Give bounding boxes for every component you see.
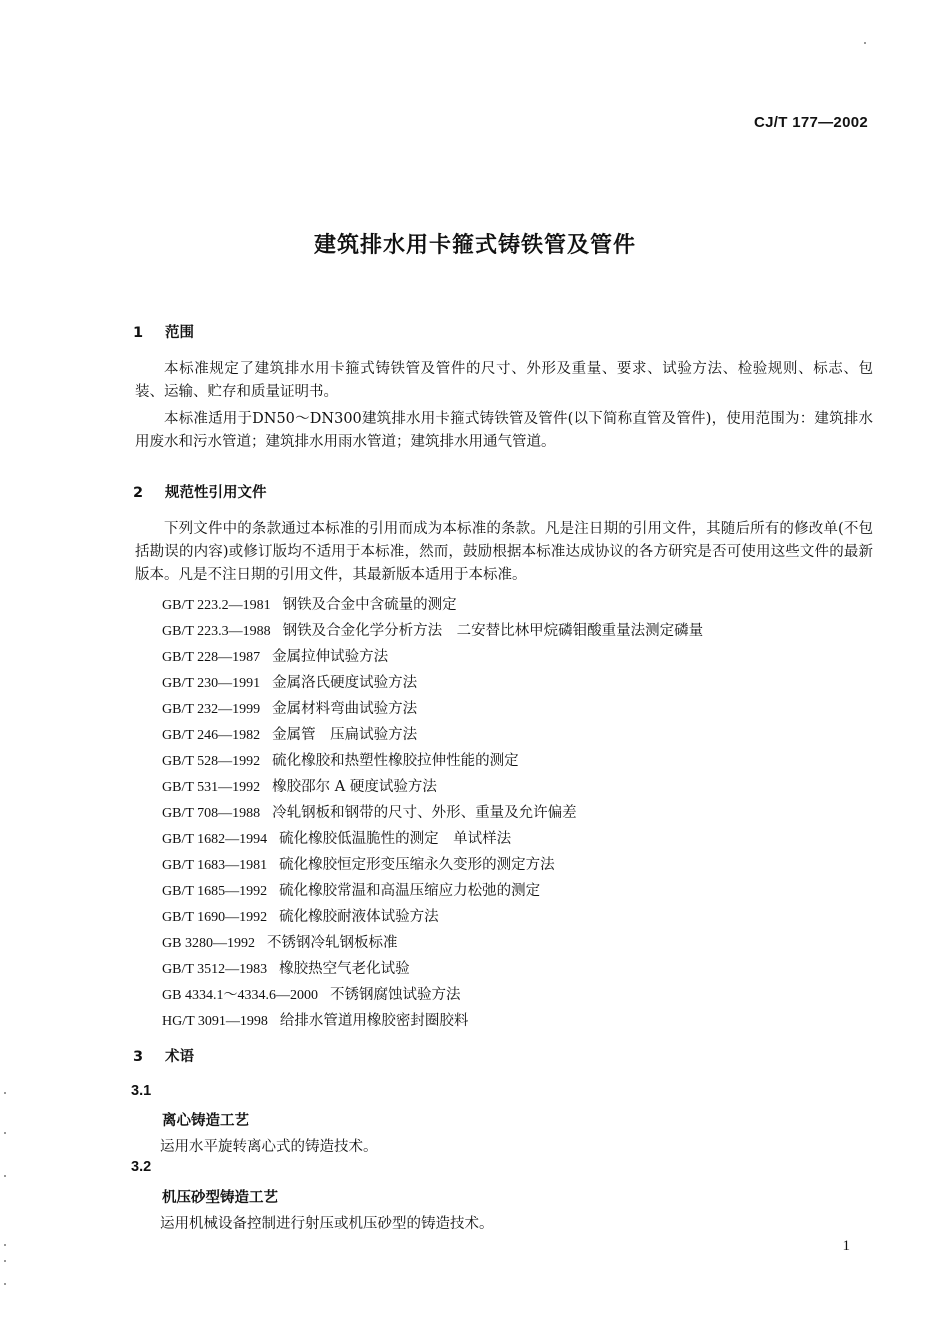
reference-item bbox=[162, 774, 703, 800]
reference-title: 金属洛氏硬度试验方法 bbox=[272, 675, 418, 691]
reference-code: GB/T 1685—1992 bbox=[162, 884, 268, 899]
reference-item bbox=[162, 982, 703, 1008]
section-number: 2 bbox=[133, 485, 144, 501]
reference-title: 金属管 压扁试验方法 bbox=[272, 727, 418, 743]
reference-item bbox=[162, 670, 703, 696]
reference-item bbox=[162, 722, 703, 748]
term-number: 3.2 bbox=[131, 1159, 152, 1175]
reference-item bbox=[162, 852, 703, 878]
reference-item bbox=[162, 930, 703, 956]
reference-code: GB/T 528—1992 bbox=[162, 754, 261, 769]
section-number: 1 bbox=[133, 325, 144, 341]
section-3-heading bbox=[133, 1045, 194, 1066]
section-title: 范围 bbox=[165, 325, 194, 341]
section-title: 规范性引用文件 bbox=[165, 485, 267, 501]
reference-item bbox=[162, 878, 703, 904]
document-title: 建筑排水用卡箍式铸铁管及管件 bbox=[313, 233, 636, 258]
reference-item bbox=[162, 826, 703, 852]
reference-title: 不锈钢腐蚀试验方法 bbox=[329, 987, 461, 1003]
reference-list bbox=[162, 592, 703, 1034]
term-number: 3.1 bbox=[131, 1083, 152, 1099]
section-number: 3 bbox=[133, 1049, 144, 1065]
scan-dot bbox=[4, 1132, 6, 1134]
reference-title: 硫化橡胶低温脆性的测定 单试样法 bbox=[279, 831, 512, 847]
scan-dot bbox=[4, 1260, 6, 1262]
scope-paragraph-1: 本标准规定了建筑排水用卡箍式铸铁管及管件的尺寸、外形及重量、要求、试验方法、检验规则、标志、包装、运输、贮存和质量证明书。 bbox=[135, 361, 873, 400]
reference-title: 橡胶邵尔 A 硬度试验方法 bbox=[272, 779, 437, 795]
scan-dot bbox=[4, 1175, 6, 1177]
reference-title: 钢铁及合金化学分析方法 二安替比林甲烷磷钼酸重量法测定磷量 bbox=[282, 623, 704, 639]
term-name: 离心铸造工艺 bbox=[162, 1113, 249, 1129]
reference-code: GB/T 223.3—1988 bbox=[162, 624, 271, 639]
reference-code: GB 4334.1～4334.6—2000 bbox=[162, 988, 318, 1003]
standard-code: CJ/T 177—2002 bbox=[754, 114, 868, 131]
reference-title: 钢铁及合金中含硫量的测定 bbox=[282, 597, 457, 613]
reference-code: GB/T 230—1991 bbox=[162, 676, 261, 691]
term-definition: 运用水平旋转离心式的铸造技术。 bbox=[160, 1139, 378, 1155]
page-number: 1 bbox=[842, 1238, 850, 1254]
scan-dot bbox=[4, 1283, 6, 1285]
reference-code: GB/T 223.2—1981 bbox=[162, 598, 271, 613]
reference-item bbox=[162, 748, 703, 774]
term-definition: 运用机械设备控制进行射压或机压砂型的铸造技术。 bbox=[160, 1216, 494, 1232]
reference-code: GB/T 1683—1981 bbox=[162, 858, 268, 873]
reference-code: GB/T 246—1982 bbox=[162, 728, 261, 743]
reference-title: 冷轧钢板和钢带的尺寸、外形、重量及允许偏差 bbox=[272, 805, 577, 821]
scan-dot bbox=[4, 1244, 6, 1246]
reference-item bbox=[162, 618, 703, 644]
scope-paragraph-2: 本标准适用于DN50～DN300建筑排水用卡箍式铸铁管及管件(以下简称直管及管件)，使用范围为：建筑排水用废水和污水管道；建筑排水用雨水管道；建筑排水用通气管道。 bbox=[135, 411, 873, 450]
term-name: 机压砂型铸造工艺 bbox=[162, 1190, 278, 1206]
reference-title: 硫化橡胶恒定形变压缩永久变形的测定方法 bbox=[279, 857, 555, 873]
reference-code: GB/T 228—1987 bbox=[162, 650, 261, 665]
section-2-heading bbox=[133, 481, 267, 502]
reference-code: GB/T 708—1988 bbox=[162, 806, 261, 821]
references-intro: 下列文件中的条款通过本标准的引用而成为本标准的条款。凡是注日期的引用文件，其随后所有的修改单(不包括勘误的内容)或修订版均不适用于本标准，然而，鼓励根据本标准达成协议的各方研究是否可使用这些文件的最新版本。凡是不注日期的引用文件，其最新版本适用于本标准。 bbox=[135, 521, 873, 583]
reference-code: GB 3280—1992 bbox=[162, 936, 255, 951]
reference-code: GB/T 531—1992 bbox=[162, 780, 261, 795]
reference-title: 硫化橡胶和热塑性橡胶拉伸性能的测定 bbox=[272, 753, 519, 769]
reference-code: HG/T 3091—1998 bbox=[162, 1014, 268, 1029]
reference-title: 不锈钢冷轧钢板标准 bbox=[266, 935, 398, 951]
reference-code: GB/T 1682—1994 bbox=[162, 832, 268, 847]
reference-item bbox=[162, 644, 703, 670]
reference-item bbox=[162, 696, 703, 722]
reference-code: GB/T 3512—1983 bbox=[162, 962, 268, 977]
reference-code: GB/T 1690—1992 bbox=[162, 910, 268, 925]
reference-title: 橡胶热空气老化试验 bbox=[279, 961, 410, 977]
scan-dot bbox=[4, 1092, 6, 1094]
reference-title: 硫化橡胶常温和高温压缩应力松弛的测定 bbox=[279, 883, 541, 899]
reference-item bbox=[162, 1008, 703, 1034]
reference-code: GB/T 232—1999 bbox=[162, 702, 261, 717]
reference-title: 金属拉伸试验方法 bbox=[272, 649, 389, 665]
reference-title: 金属材料弯曲试验方法 bbox=[272, 701, 418, 717]
reference-item bbox=[162, 800, 703, 826]
section-1-heading bbox=[133, 321, 194, 342]
reference-item bbox=[162, 592, 703, 618]
section-title: 术语 bbox=[165, 1049, 194, 1065]
reference-item bbox=[162, 904, 703, 930]
reference-title: 给排水管道用橡胶密封圈胶料 bbox=[279, 1013, 469, 1029]
reference-item bbox=[162, 956, 703, 982]
scan-dot bbox=[864, 42, 866, 44]
reference-title: 硫化橡胶耐液体试验方法 bbox=[279, 909, 439, 925]
